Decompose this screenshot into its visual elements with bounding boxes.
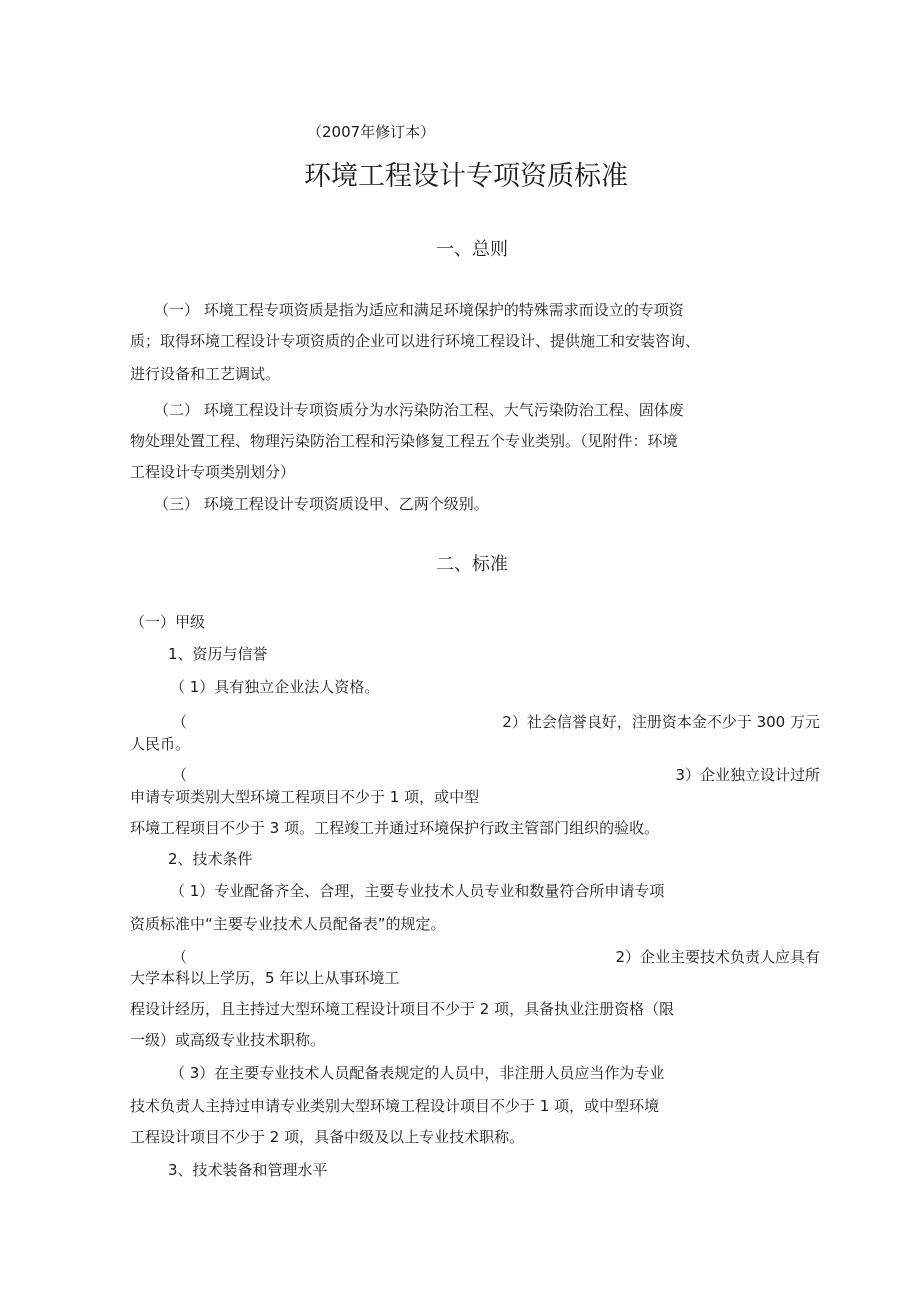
paragraph-line: 进行设备和工艺调试。	[130, 365, 281, 383]
paragraph-line: 质；取得环境工程设计专项资质的企业可以进行环境工程设计、提供施工和安装咨询、	[130, 332, 701, 350]
clause-text: 2）企业主要技术负责人应具有	[615, 948, 820, 966]
clause-line: 资质标准中“主要专业技术人员配备表”的规定。	[130, 915, 446, 933]
clause-line: 申请专项类别大型环境工程项目不少于 1 项，或中型	[130, 788, 480, 806]
edition-note: （2007年修订本）	[307, 123, 436, 141]
paragraph-line: 工程设计专项类别划分）	[130, 463, 296, 481]
document-title: 环境工程设计专项资质标准	[304, 161, 628, 192]
clause-line	[172, 947, 820, 967]
clause-text: 2）社会信誉良好，注册资本金不少于 300 万元	[502, 713, 820, 731]
clause-line: 人民币。	[130, 735, 191, 753]
paragraph-line: （一） 环境工程专项资质是指为适应和满足环境保护的特殊需求而设立的专项资	[154, 301, 684, 319]
item-title: 2、技术条件	[168, 850, 253, 868]
clause-line: 技术负责人主持过申请专业类别大型环境工程设计项目不少于 1 项，或中型环境	[130, 1097, 660, 1115]
item-title: 3、技术装备和管理水平	[168, 1161, 328, 1179]
clause-open-paren: （	[172, 713, 188, 731]
paragraph-line: 物处理处置工程、物理污染防治工程和污染修复工程五个专业类别。（见附件：环境	[130, 432, 678, 450]
paragraph-line: （三） 环境工程设计专项资质设甲、乙两个级别。	[154, 495, 489, 513]
clause-line: 大学本科以上学历，5 年以上从事环境工	[130, 969, 400, 987]
grade-heading: （一）甲级	[130, 613, 206, 631]
clause-open-paren: （	[172, 948, 188, 966]
clause-line	[172, 765, 820, 785]
clause-line: （ 1）具有独立企业法人资格。	[170, 678, 380, 696]
paragraph-line: （二） 环境工程设计专项资质分为水污染防治工程、大气污染防治工程、固体废	[154, 401, 684, 419]
clause-line: （ 3）在主要专业技术人员配备表规定的人员中，非注册人员应当作为专业	[170, 1064, 665, 1082]
clause-line	[172, 712, 820, 732]
section-heading-standards: 二、标准	[436, 554, 508, 575]
item-title: 1、资历与信誉	[168, 645, 268, 663]
clause-open-paren: （	[172, 766, 188, 784]
clause-line: 程设计经历，且主持过大型环境工程设计项目不少于 2 项，具备执业注册资格（限	[130, 1000, 675, 1018]
clause-line: 一级）或高级专业技术职称。	[130, 1031, 326, 1049]
section-heading-general: 一、总则	[436, 239, 508, 260]
clause-line: 工程设计项目不少于 2 项，具备中级及以上专业技术职称。	[130, 1128, 525, 1146]
clause-line: （ 1）专业配备齐全、合理，主要专业技术人员专业和数量符合所申请专项	[170, 882, 665, 900]
clause-text: 3）企业独立设计过所	[675, 766, 820, 784]
clause-line: 环境工程项目不少于 3 项。工程竣工并通过环境保护行政主管部门组织的验收。	[130, 819, 660, 837]
